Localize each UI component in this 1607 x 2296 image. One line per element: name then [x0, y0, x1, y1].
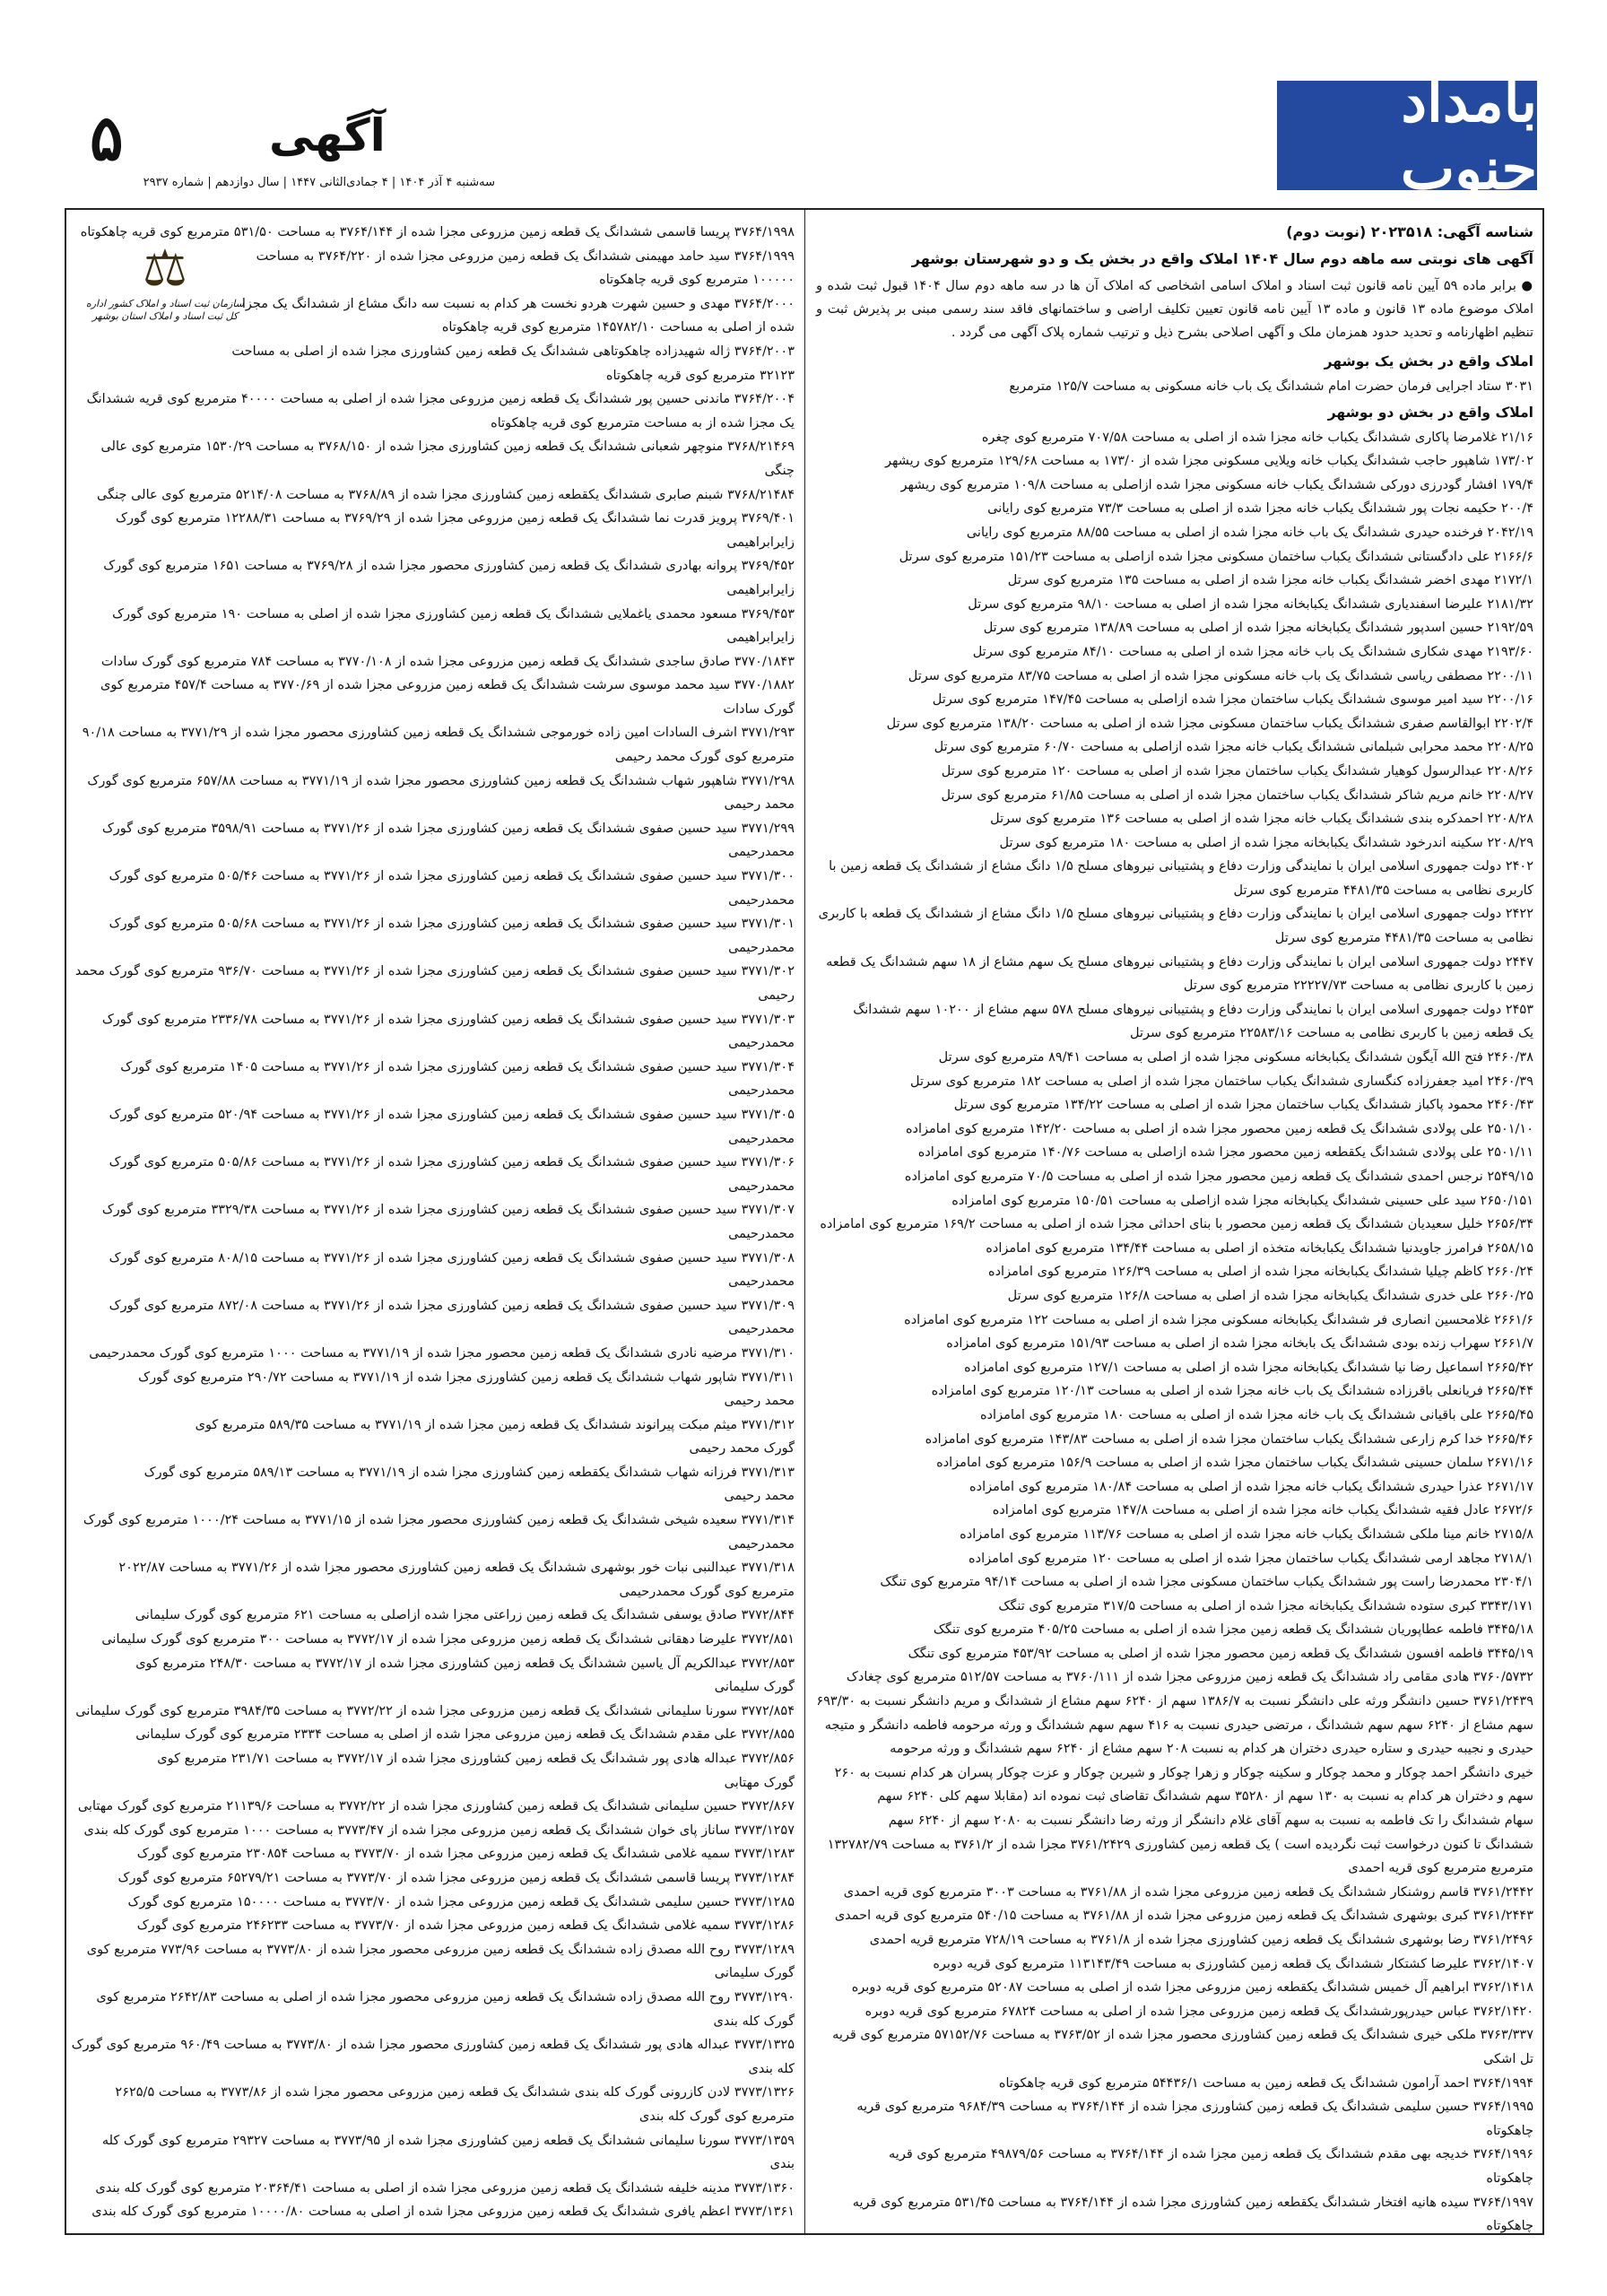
- list-item: تل اشکی: [1483, 2051, 1533, 2066]
- list-item: ۳۷۷۱/۳۱۸ عبدالنبی نبات خور بوشهری ششدانگ یک قطعه زمین کشاورزی محصور مجزا شده از ۳۷۷۱/۲۶ به مساحت ۲۰۲۲/۸۷: [118, 1561, 795, 1576]
- list-item: ۳۷۷۳/۱۳۶۰ مدینه خلیفه ششدانگ یک قطعه زمین مزروعی مجزا شده از اصلی به مساحت ۲۰۳۶۴/۴۱ مترمربع کوی گورک کله بندی: [95, 2180, 795, 2196]
- notice-id: شناسه آگهی: ۲۰۲۳۵۱۸ (نوبت دوم): [1286, 223, 1533, 240]
- list-item: ۲۱۸۱/۳۲ علیرضا اسفندیاری ششدانگ یکبابخانه مجزا شده از اصلی به مساحت ۹۸/۱۰ مترمربع کوی سرتل: [968, 596, 1533, 612]
- list-item: ۳۷۷۱/۳۰۹ سید حسین صفوی ششدانگ یک قطعه زمین کشاورزی مجزا شده از ۳۷۷۱/۲۶ به مساحت ۸۷۲/۰۸ مترمربع کوی گورک: [109, 1298, 795, 1313]
- list-item: ۲۶۶۰/۲۴ کاظم چیلیا ششدانگ یکبابخانه مجزا شده از اصلی به مساحت ۱۲۶/۳۹ مترمربع کوی امامزاده: [988, 1265, 1533, 1280]
- list-item: ۳۷۷۱/۳۱۲ میثم مبکت پیرانوند ششدانگ یک قطعه زمین مجزا شده از ۳۷۷۱/۱۹ به مساحت ۵۸۹/۳۵ مترمربع کوی: [195, 1417, 795, 1432]
- list-item: ۲۴۶۰/۴۳ محمود پاکباز ششدانگ یکباب ساختمان مجزا شده از اصلی به مساحت ۱۳۴/۲۲ مترمربع کوی سرتل: [953, 1098, 1533, 1113]
- list-item: ۳۷۷۲/۸۴۴ صادق یوسفی ششدانگ یک قطعه زمین زراعتی مجزا شده ازاصلی به مساحت ۶۲۱ مترمربع کوی گورک سلیمانی: [135, 1608, 795, 1623]
- list-item: ۲۲۰۸/۲۵ محمد محرابی شبلمانی ششدانگ یکباب خانه مجزا شده ازاصلی به مساحت ۶۰/۷۰ مترمربع کوی سرتل: [934, 740, 1533, 755]
- list-item: کله بندی: [748, 2061, 795, 2076]
- list-item: ۲۳۰۴/۱ محمدرضا راست پور ششدانگ یکباب ساختمان مسکونی مجزا شده از اصلی به مساحت ۹۴/۱۴ مترمربع کوی تنگک: [880, 1575, 1533, 1590]
- list-item: ۳۷۷۲/۸۵۶ عبداله هادی پور ششدانگ یک قطعه زمین کشاورزی مجزا شده از ۳۷۷۲/۱۷ به مساحت ۲۳۱/۷۱ مترمربع کوی: [157, 1752, 795, 1766]
- section2-heading: املاک واقع در بخش دو بوشهر: [1327, 404, 1533, 421]
- list-item: ۳۷۷۳/۱۳۶۱ اعظم یافری ششدانگ یک قطعه زمین مزروعی مجزا شده از اصلی به مساحت ۱۰۰۰۰/۸۰ مترمربع کوی گورک کله بندی: [91, 2205, 795, 2220]
- list-item: محمدرحیمی: [728, 1536, 795, 1552]
- list-item: ۲۰۴۲/۱۹ فرخنده حیدری ششدانگ یک باب خانه مجزا شده از اصلی به مساحت ۸۸/۵۵ مترمربع کوی رایانی: [966, 525, 1533, 540]
- list-item: ۲۰۰/۴ حکیمه نجات پور ششدانگ یکباب خانه مجزا شده از اصلی به مساحت ۷۳/۳ مترمربع کوی رایانی: [987, 501, 1533, 517]
- list-item: ۲۶۷۲/۶ عادل فقیه ششدانگ یکباب خانه مجزا شده از اصلی به مساحت ۱۴۷/۸ مترمربع کوی امامزاده: [992, 1503, 1533, 1518]
- list-item: نظامی به مساحت ۴۴۸۱/۳۵ مترمربع کوی سرتل: [1274, 931, 1533, 946]
- list-item: ۳۷۶۲/۱۴۱۸ ابراهیم آل خمیس ششدانگ یکقطعه زمین مزروعی مجزا شده از اصلی به مساحت ۵۲۰۸۷ مترمربع کوی قریه دوبره: [851, 1980, 1533, 1996]
- list-item: ۲۶۵۰/۱۵۱ سید علی حسینی ششدانگ یکبابخانه مجزا شده ازاصلی به مساحت ۱۵۰/۵۱ مترمربع کوی امامزاده: [951, 1193, 1533, 1208]
- list-item: ۳۷۶۹/۴۰۱ پرویز قدرت نما ششدانگ یک قطعه زمین مزروعی مجزا شده از ۳۷۶۹/۲۹ به مساحت ۱۲۲۸۸/۳۱ مترمربع کوی گورک: [115, 511, 795, 526]
- list-item: ۳۷۶۳/۳۳۷ ملکی خیری ششدانگ یک قطعه زمین کشاورزی محصور مجزا شده از ۳۷۶۳/۵۲ به مساحت ۵۷۱۵۲/۷۶ مترمربع کوی قریه: [832, 2028, 1533, 2043]
- list-item: خیری دانشگر احمد چوکار و محمد چوکار و سکینه چوکار و زهرا چوکار و شیرین چوکار و عزت چوکار پسران هر کدام نسبت به ۲۶۰: [834, 1765, 1533, 1780]
- list-item: ۳۷۶۴/۱۹۹۶ خدیجه بهی مقدم ششدانگ یک قطعه زمین مجزا شده از ۳۷۶۴/۱۴۴ به مساحت ۴۹۸۷۹/۵۶ مترمربع کوی قریه: [889, 2147, 1533, 2162]
- list-item: مترمربع کوی گورک کله بندی: [638, 2109, 795, 2124]
- list-item: ۳۷۶۱/۲۴۴۲ قاسم روشنکار ششدانگ یک قطعه زمین مزروعی مجزا شده از ۳۷۶۱/۸۸ به مساحت ۳۰۰۳ مترمربع کوی قریه احمدی: [843, 1884, 1533, 1900]
- list-item: ۲۲۰۰/۱۱ مصطفی ریاسی ششدانگ یک باب خانه مسکونی مجزا شده از اصلی به مساحت ۸۳/۷۵ مترمربع کوی سرتل: [908, 668, 1533, 683]
- list-item: ۲۴۰۲ دولت جمهوری اسلامی ایران با نمایندگی وزارت دفاع و پشتیبانی نیروهای مسلح ۱/۵ دانگ مشاع از ششدانگ یک قطعه زمین با: [829, 859, 1533, 874]
- list-item: چنگی: [764, 463, 795, 478]
- list-item: ۳۷۷۳/۱۳۲۵ عبداله هادی پور ششدانگ یک قطعه زمین کشاورزی محصور مجزا شده از ۳۷۷۳/۸۰ به مساحت ۹۶۰/۴۹ مترمربع کوی گورک: [71, 2038, 795, 2053]
- list-item: ۲۲۰۰/۱۶ سید امیر موسوی ششدانگ یکباب ساختمان مجزا شده ازاصلی به مساحت ۱۴۷/۴۵ مترمربع کوی سرتل: [932, 692, 1533, 708]
- list-item: ۳۷۶۴/۱۹۹۷ سیده هانیه افتخار ششدانگ یکقطعه زمین کشاورزی مجزا شده از ۳۷۶۴/۱۴۴ به مساحت ۵۳۱/۴۵ مترمربع کوی قریه: [852, 2195, 1533, 2210]
- list-item: ۲۶۷۱/۱۷ عذرا حیدری ششدانگ یکباب خانه مجزا شده از اصلی به مساحت ۱۸۰/۸۴ مترمربع کوی امامزاده: [969, 1479, 1533, 1494]
- list-item: ۳۷۷۳/۱۳۵۹ سورنا سلیمانی ششدانگ یک قطعه زمین کشاورزی مجزا شده از ۳۷۷۳/۹۵ به مساحت ۲۹۳۲۷ مترمربع کوی گورک کله: [101, 2133, 795, 2148]
- list-item: ۳۷۷۱/۳۰۵ سید حسین صفوی ششدانگ یک قطعه زمین کشاورزی مجزا شده از ۳۷۷۱/۲۶ به مساحت ۵۲۰/۹۴ مترمربع کوی گورک: [109, 1107, 795, 1122]
- list-item: ۲۷۱۸/۱ مجاهد ارمی ششدانگ یکباب ساختمان مجزا شده از اصلی به مساحت ۱۲۰ مترمربع کوی امامزاده: [969, 1551, 1533, 1566]
- list-item: ۳۷۷۱/۳۰۸ سید حسین صفوی ششدانگ یک قطعه زمین کشاورزی مجزا شده از ۳۷۷۱/۲۶ به مساحت ۸۰۸/۱۵ مترمربع کوی گورک: [109, 1250, 795, 1265]
- list-item: ۳۷۷۳/۱۲۸۵ حسین سلیمی ششدانگ یک قطعه زمین مزروعی مجزا شده از ۳۷۷۳/۷۰ به مساحت ۱۵۰۰۰۰ مترمربع کوی گورک: [127, 1894, 795, 1909]
- registry-logo-text: سازمان ثبت اسناد و املاک کشور اداره کل ثبت اسناد و املاک استان بوشهر: [85, 298, 244, 322]
- list-item: زمین با کاربری نظامی به مساحت ۲۲۲۲۷/۷۳ مترمربع کوی سرتل: [1183, 978, 1533, 994]
- list-item: ۳۴۴۵/۱۸ فاطمه عطاپوریان ششدانگ یک قطعه زمین مجزا شده از اصلی به مساحت ۴۰۵/۲۵ مترمربع کوی تنگک: [933, 1622, 1533, 1638]
- list-item: ۳۷۶۱/۲۴۴۳ کبری بوشهری ششدانگ یک قطعه زمین مزروعی مجزا شده از ۳۷۶۱/۸۸ به مساحت ۵۴۰/۱۵ مترمربع کوی قریه احمدی: [834, 1909, 1533, 1924]
- list-item: ۲۴۶۰/۳۸ فتح الله آیگون ششدانگ یکبابخانه مسکونی مجزا شده از اصلی به مساحت ۸۹/۴۱ مترمربع کوی سرتل: [938, 1050, 1533, 1065]
- list-item: ۳۷۷۱/۳۰۱ سید حسین صفوی ششدانگ یک قطعه زمین کشاورزی مجزا شده از ۳۷۷۱/۲۶ به مساحت ۵۰۵/۶۸ مترمربع کوی گورک: [109, 917, 795, 932]
- list-item: ۳۷۶۴/۱۹۹۹ سید حامد مهیمنی ششدانگ یک قطعه زمین مزروعی مجزا شده از ۳۷۶۴/۲۲۰ به مساحت: [256, 248, 795, 264]
- list-item: ۳۷۷۲/۸۵۵ علی مقدم ششدانگ یک قطعه زمین مزروعی مجزا شده از اصلی به مساحت ۲۳۳۴ مترمربع کوی گورک سلیمانی: [135, 1727, 795, 1743]
- list-item: ۲۶۶۵/۴۲ اسماعیل رضا نیا ششدانگ یکبابخانه مجزا شده از اصلی به مساحت ۱۲۷/۱ مترمربع کوی امامزاده: [964, 1360, 1533, 1375]
- list-item: ششدانگ تا کنون درخواست ثبت نگردیده است ) یک قطعه زمین کشاورزی ۳۷۶۱/۲۴۲۹ مجزا شده از ۳۷۶۱/۲ به مساحت ۱۳۲۷۸۲/۷۹: [827, 1837, 1533, 1852]
- list-item: ۳۷۶۹/۴۵۳ مسعود محمدی یاغملایی ششدانگ یک قطعه زمین کشاورزی مجزا شده از اصلی به مساحت ۱۹۰ مترمربع کوی گورک: [112, 606, 795, 622]
- list-item: ۳۷۶۱/۲۴۳۹ حسین دانشگر ورثه علی دانشگر نسبت به ۱۳۸۶/۷ سهم از ۶۲۴۰ سهم مشاع از ششدانگ و مریم دانشگر نسبت به ۶۹۳/۳۰: [816, 1694, 1533, 1709]
- list-item: محمد رحیمی: [724, 1394, 795, 1409]
- list-item: ۳۴۴۵/۱۹ فاطمه افسون ششدانگ یک قطعه زمین محصور مجزا شده از اصلی به مساحت ۴۵۳/۹۲ مترمربع کوی تنگک: [908, 1646, 1533, 1661]
- page-number: ۵: [90, 100, 124, 175]
- list-item: ۳۳۴۳/۱۷۱ کبری ستوده ششدانگ یکبابخانه مجزا شده از اصلی به مساحت ۳۱۷/۵ مترمربع کوی تنگک: [998, 1598, 1533, 1613]
- list-item: شده از اصلی به مساحت ۱۴۵۷۸۲/۱۰ مترمربع کوی قریه چاهکوتاه: [441, 320, 795, 335]
- list-item: زایرابراهیمی: [726, 535, 795, 550]
- list-item: رحیمی: [758, 988, 795, 1003]
- list-item: یک قطعه زمین با کاربری نظامی به مساحت ۲۲۵۸۳/۱۶ مترمربع کوی سرتل: [1130, 1026, 1533, 1041]
- list-item: ۲۵۴۹/۱۵ نرجس احمدی ششدانگ یک قطعه زمین محصور مجزا شده از اصلی به مساحت ۷۰/۵ مترمربع کوی امامزاده: [904, 1170, 1533, 1184]
- list-item: محمدرحیمی: [728, 845, 795, 860]
- list-item: ۳۷۷۰/۱۸۴۳ صادق ساجدی ششدانگ یک قطعه زمین مزروعی مجزا شده از ۳۷۷۰/۱۰۸ به مساحت ۷۸۴ مترمربع کوی گورک سادات: [100, 654, 795, 669]
- list-item: ۲۶۶۵/۴۶ خدا کرم زارعی ششدانگ یکباب ساختمان مجزا شده از اصلی به مساحت ۱۴۳/۸۳ مترمربع کوی امامزاده: [925, 1431, 1533, 1447]
- list-item: یک مجزا شده از به مساحت مترمربع کوی قریه چاهکوتاه: [491, 415, 795, 430]
- list-item: ۲۲۰۸/۲۶ عبدالرسول کوهیار ششدانگ یکباب ساختمان مجزا شده از اصلی به مساحت ۱۲۰ مترمربع کوی سرتل: [941, 763, 1533, 778]
- list-item: محمدرحیمی: [728, 1322, 795, 1337]
- list-item: ۲۲۰۲/۴ ابوالقاسم صفری ششدانگ یکباب ساختمان مسکونی مجزا شده از اصلی به مساحت ۱۳۸/۲۰ مترمربع کوی سرتل: [886, 716, 1533, 731]
- left-column: [71, 221, 795, 2226]
- list-item: ۳۷۶۴/۲۰۰۴ ماندنی حسین پور ششدانگ یک قطعه زمین مزروعی مجزا شده از اصلی به مساحت ۴۰۰۰۰ مترمربع کوی قریه ششدانگ: [86, 392, 795, 407]
- list-item: ۳۷۷۲/۸۶۷ حسین سلیمانی ششدانگ یک قطعه زمین کشاورزی مجزا شده از ۳۷۷۲/۲۲ به مساحت ۲۱۱۳۹/۶ مترمربع کوی گورک مهتابی: [77, 1799, 795, 1814]
- list-item: ۱۷۳/۰۲ شاهپور حاجب ششدانگ یکباب خانه ویلایی مسکونی مجزا شده از ۱۷۳/۰ به مساحت ۱۲۹/۶۸ مترمربع کوی ریشهر: [884, 454, 1533, 469]
- list-item: گورک سادات: [723, 701, 795, 717]
- list-item: ۲۱/۱۶ غلامرضا پاکاری ششدانگ یکباب خانه مجزا شده از اصلی به مساحت ۷۰۷/۵۸ مترمربع کوی چغره: [981, 430, 1533, 445]
- list-item: گورک محمد رحیمی: [689, 1441, 795, 1457]
- list-item: گورک سلیمانی: [714, 1680, 795, 1695]
- list-item: چاهکوتاه: [1486, 2219, 1533, 2234]
- list-item: محمدرحیمی: [728, 1178, 795, 1194]
- list-item: ۲۶۶۱/۷ سهراب زنده بودی ششدانگ یک بابخانه مجزا شده از اصلی به مساحت ۱۵۱/۹۳ مترمربع کوی امامزاده: [946, 1336, 1533, 1352]
- list-item: محمدرحیمی: [728, 1036, 795, 1051]
- list-item: زایرابراهیمی: [726, 631, 795, 646]
- list-item: زایرابراهیمی: [726, 582, 795, 597]
- list-item: ۳۷۷۱/۳۰۴ سید حسین صفوی ششدانگ یک قطعه زمین کشاورزی مجزا شده از ۳۷۷۱/۲۶ به مساحت ۱۴۰۵ مترمربع کوی گورک: [120, 1059, 795, 1074]
- list-item: ۳۷۷۳/۱۲۸۳ سمیه غلامی ششدانگ یک قطعه زمین مزروعی مجزا شده از ۳۷۷۳/۷۰ به مساحت ۲۳۰۸۵۴ مترمربع کوی گورک: [136, 1847, 795, 1862]
- list-item: محمدرحیمی: [728, 1131, 795, 1146]
- list-item: ۳۷۷۱/۳۰۷ سید حسین صفوی ششدانگ یک قطعه زمین کشاورزی مجزا شده از ۳۷۷۱/۲۶ به مساحت ۳۳۲۹/۳۸ مترمربع کوی گورک: [101, 1203, 795, 1218]
- list-item: ۳۷۷۰/۱۸۸۲ سید محمد موسوی سرشت ششدانگ یک قطعه زمین مزروعی مجزا شده از ۳۷۷۰/۶۹ به مساحت ۴۵۷/۴ مترمربع کوی: [100, 678, 795, 693]
- list-item: چاهکوتاه: [1486, 2123, 1533, 2138]
- list-item: محمدرحیمی: [728, 1083, 795, 1099]
- list-item: ۲۵۰۱/۱۱ علی پولادی ششدانگ یکقطعه زمین محصور مجزا شده ازاصلی به مساحت ۱۴۰/۷۶ مترمربع کوی امامزاده: [917, 1145, 1533, 1161]
- list-item: سهم مشاع از ۶۲۴۰ سهم سهم ششدانگ ، مرتضی حیدری نسبت به ۴۱۶ سهم سهم ششدانگ و ورثه مرحومه فاطمه دانشگر و متیجه: [824, 1718, 1533, 1733]
- list-item: ۳۷۷۱/۳۱۱ شاپور شهاب ششدانگ یک قطعه زمین کشاورزی مجزا شده از ۳۷۷۱/۱۹ به مساحت ۲۹۰/۷۲ مترمربع کوی گورک: [138, 1370, 795, 1385]
- list-item: گورک کله بندی: [713, 2013, 795, 2029]
- list-item: ۲۲۰۸/۲۸ احمدکره بندی ششدانگ یکباب خانه مجزا شده از اصلی به مساحت ۱۳۶ مترمربع کوی سرتل: [990, 812, 1533, 827]
- list-item: ۳۷۶۴/۲۰۰۰ مهدی و حسین شهرت هردو نخست هر کدام به نسبت سه دانگ مشاع از ششدانگ یک مجزا: [241, 296, 795, 311]
- list-item: محمد رحیمی: [724, 797, 795, 813]
- list-item: ۳۷۷۳/۱۳۲۶ لادن کازرونی گورک کله بندی ششدانگ یک قطعه زمین مزروعی محصور مجزا شده از ۳۷۷۳/۸۶ به مساحت ۲۶۲۵/۵: [115, 2085, 795, 2100]
- list-item: ۱۷۹/۴ افشار گودرزی دورکی ششدانگ یکباب خانه مسکونی مجزا شده ازاصلی به مساحت ۱۰۹/۸ مترمربع کوی ریشهر: [900, 477, 1533, 492]
- list-item: ۳۷۷۱/۳۱۳ فرزانه شهاب ششدانگ یکقطعه زمین کشاورزی مجزا شده از ۳۷۷۱/۱۹ به مساحت ۵۸۹/۱۳ مترمربع کوی گورک: [143, 1465, 795, 1480]
- list-item: ۳۷۷۳/۱۲۸۴ پریسا قاسمی ششدانگ یک قطعه زمین مزروعی مجزا شده از ۳۷۷۳/۷۰ به مساحت ۶۵۲۷۹/۲۱ مترمربع کوی گورک: [117, 1870, 795, 1885]
- list-item: چاهکوتاه: [1486, 2170, 1533, 2186]
- list-item: ۳۷۷۳/۱۲۵۷ ساناز پای خوان ششدانگ یک قطعه زمین مزروعی مجزا شده از ۳۷۷۳/۴۷ به مساحت ۱۰۰۰ مترمربع کوی گورک کله بندی: [83, 1822, 795, 1838]
- list-item: کاربری نظامی به مساحت ۴۴۸۱/۳۵ مترمربع کوی سرتل: [1233, 883, 1533, 898]
- date-hijri: | ۴ جمادی‌الثانی ۱۴۴۷: [291, 176, 395, 189]
- right-column: [816, 221, 1534, 2234]
- list-item: محمدرحیمی: [728, 1226, 795, 1241]
- list-item: ۳۷۶۲/۱۴۰۷ علیرضا کشتکار ششدانگ یک قطعه زمین کشاورزی به مساحت ۱۱۳۱۴۳/۴۹ مترمربع کوی قریه دوبره: [933, 1956, 1533, 1971]
- list-item: ۳۰۳۱ ستاد اجرایی فرمان حضرت امام ششدانگ یک باب خانه مسکونی به مساحت ۱۲۵/۷ مترمربع: [1009, 379, 1533, 394]
- list-item: سهم و دختران هر کدام به نسبت به ۱۳۰ سهم از ۳۵۲۸۰ سهم ششدانگ تقاضای ثبت نموده اند (مقابلا سهم کلی ۶۲۴۰ سهم: [877, 1789, 1533, 1805]
- list-item: ۳۷۶۸/۲۱۴۶۹ منوچهر شعبانی ششدانگ یک قطعه زمین کشاورزی مجزا شده از ۳۷۶۸/۱۵۰ به مساحت ۱۵۳۰/۲۹ مترمربع کوی عالی: [100, 439, 795, 455]
- list-item: ۲۱۷۲/۱ مهدی اخضر ششدانگ یکباب خانه مجزا شده از اصلی به مساحت ۱۳۵ مترمربع کوی سرتل: [1007, 573, 1533, 588]
- list-item: گورک سلیمانی: [714, 1966, 795, 1981]
- list-item: ۳۷۶۲/۱۴۲۰ عباس حیدرپورششدانگ یک قطعه زمین مزروعی مجزا شده از اصلی به مساحت ۶۷۸۲۴ مترمربع کوی قریه دوبره: [864, 2004, 1533, 2019]
- list-item: ۳۲۱۲۳ مترمربع کوی قریه چاهکوتاه: [605, 368, 795, 383]
- list-item: ۳۷۷۲/۸۵۱ علیرضا دهقانی ششدانگ یک قطعه زمین مزروعی مجزا شده از ۳۷۷۲/۱۷ به مساحت ۳۰۰ مترمربع کوی گورک سلیمانی: [101, 1632, 795, 1648]
- list-item: ۳۷۷۱/۳۰۰ سید حسین صفوی ششدانگ یک قطعه زمین کشاورزی مجزا شده از ۳۷۷۱/۲۶ به مساحت ۵۰۵/۴۶ مترمربع کوی گورک: [109, 869, 795, 884]
- list-item: ۳۷۷۱/۳۰۳ سید حسین صفوی ششدانگ یک قطعه زمین کشاورزی مجزا شده از ۳۷۷۱/۲۶ به مساحت ۲۳۳۶/۷۸ مترمربع کوی گورک: [101, 1012, 795, 1027]
- list-item: ۳۷۶۰/۵۷۳۲ هادی مقامی راد ششدانگ یک قطعه زمین مزروعی مجزا شده از ۳۷۶۰/۱۱۱ به مساحت ۵۱۲/۵۷ مترمربع کوی چغادک: [846, 1670, 1533, 1685]
- list-item: ۳۷۷۳/۱۲۸۶ سمیه غلامی ششدانگ یک قطعه زمین مزروعی مجزا شده از ۳۷۷۳/۷۰ به مساحت ۲۴۶۲۳۳ مترمربع کوی گورک: [136, 1918, 795, 1934]
- list-item: ۲۴۵۳ دولت جمهوری اسلامی ایران با نمایندگی وزارت دفاع و پشتیبانی نیروهای مسلح ۵۷۸ سهم مشاع از ۱۰۲۰۰ سهم ششدانگ: [853, 1002, 1533, 1017]
- list-item: محمدرحیمی: [728, 940, 795, 955]
- masthead-logo: [1277, 68, 1537, 203]
- list-item: مترمربع مترمربع کوی قریه احمدی: [1348, 1861, 1533, 1876]
- list-item: محمد رحیمی: [724, 1489, 795, 1504]
- list-item: ۲۶۶۱/۶ غلامحسین انصاری فر ششدانگ یکبابخانه مسکونی مجزا شده از اصلی به مساحت ۱۲۲ مترمربع کوی امامزاده: [904, 1312, 1533, 1327]
- list-item: ۳۷۶۴/۱۹۹۵ حسین سلیمی ششدانگ یک قطعه زمین کشاورزی مجزا شده از ۳۷۶۴/۱۴۴ به مساحت ۹۶۸۴/۳۹ مترمربع کوی قریه: [856, 2100, 1533, 2115]
- list-item: بندی: [769, 2157, 795, 2172]
- list-item: ۲۴۶۰/۳۹ امید جعفرزاده کنگساری ششدانگ یکباب ساختمان مجزا شده از اصلی به مساحت ۱۸۲ مترمربع کوی سرتل: [910, 1074, 1533, 1089]
- list-item: ۱۰۰۰۰۰ مترمربع کوی قریه چاهکوتاه: [599, 273, 795, 288]
- list-item: ۳۷۷۳/۱۲۹۰ روح الله مصدق زاده ششدانگ یک قطعه زمین مزروعی محصور مجزا شده از اصلی به مساحت ۲۶۴۲/۸۳ مترمربع کوی: [96, 1989, 795, 2005]
- list-item: ۲۶۶۰/۲۵ علی خدری ششدانگ یکبابخانه مجزا شده از اصلی به مساحت ۱۲۶/۸ مترمربع کوی سرتل: [1007, 1288, 1533, 1303]
- list-item: مترمربع کوی گورک محمد رحیمی: [614, 750, 795, 765]
- list-item: سهام ششدانگ را تک فاطمه به نسبت به سهم آقای غلام دانشگر از ورثه رضا دانشگر نسبت به ۲۰۸۰ سهم از ۶۲۴۰ سهم: [888, 1813, 1533, 1829]
- volume-year: | سال دوازدهم: [215, 176, 287, 189]
- date-weekday: سه‌شنبه ۴ آذر ۱۴۰۴: [399, 176, 495, 189]
- notice-intro: ● برابر ماده ۵۹ آیین نامه قانون ثبت اسناد و املاک اسامی اشخاصی که املاک آن ها در سه ماهه دوم سال ۱۴۰۴ قبول ثبت شده و املاک موضوع ماده ۱۳ قانون و ماده ۱۳ آیین نامه قانون تعیین تکلیف اراضی و ساختمانهای فاقد سند رسمی مبنی بر پذیرش ثبت و تنظیم اظهارنامه و تحدید حدود همزمان ملک و آگهی اصلاحی بشرح ذیل و ترتیب شماره پلاک آگهی می گردد .: [816, 279, 1534, 340]
- list-item: ۳۷۷۱/۳۰۲ سید حسین صفوی ششدانگ یک قطعه زمین کشاورزی مجزا شده از ۳۷۷۱/۲۶ به مساحت ۹۳۶/۷۰ مترمربع کوی گورک محمد: [74, 964, 795, 979]
- list-item: ۳۷۶۴/۱۹۹۸ پریسا قاسمی ششدانگ یک قطعه زمین مزروعی مجزا شده از ۳۷۶۴/۱۴۴ به مساحت ۵۳۱/۵۰ مترمربع کوی قریه چاهکوتاه: [80, 225, 795, 239]
- list-item: ۳۷۷۱/۲۹۳ اشرف السادات امین زاده خورموجی ششدانگ یک قطعه زمین کشاورزی محصور مجزا شده از ۳۷۷۱/۲۹ به مساحت ۹۰/۱۸: [82, 726, 795, 741]
- list-item: ۲۶۵۸/۱۵ فرامرز جاویدنیا ششدانگ یکبابخانه متخذه از اصلی به مساحت ۱۳۴/۴۴ مترمربع کوی امامزاده: [986, 1240, 1533, 1256]
- list-item: محمدرحیمی: [728, 892, 795, 908]
- list-item: ۲۵۰۱/۱۰ علی پولادی ششدانگ یک قطعه زمین محصور مجزا شده از اصلی به مساحت ۱۴۲/۲۰ مترمربع کوی امامزاده: [905, 1121, 1533, 1136]
- list-item: ۳۷۷۲/۸۵۴ سورنا سلیمانی ششدانگ یک قطعه زمین مزروعی مجزا شده از ۳۷۷۲/۲۲ به مساحت ۳۹۸۴/۳۵ مترمربع کوی گورک سلیمانی: [75, 1703, 795, 1718]
- scales-of-justice-icon: ⚖: [142, 239, 188, 298]
- list-item: ۳۷۶۹/۴۵۲ پروانه بهادری ششدانگ یک قطعه زمین کشاورزی محصور مجزا شده از ۳۷۶۹/۲۸ به مساحت ۱۶۵۱ مترمربع کوی گورک: [103, 559, 795, 574]
- list-item: ۲۱۹۲/۵۹ حسین اسدپور ششدانگ یکبابخانه مجزا شده از اصلی به مساحت ۱۳۸/۸۹ مترمربع کوی سرتل: [983, 621, 1533, 636]
- notice-subtitle: آگهی های نوبتی سه ماهه دوم سال ۱۴۰۴ املاک واقع در بخش یک و دو شهرستان بوشهر: [911, 250, 1533, 267]
- list-item: ۳۷۷۱/۳۰۶ سید حسین صفوی ششدانگ یک قطعه زمین کشاورزی مجزا شده از ۳۷۷۱/۲۶ به مساحت ۵۰۵/۸۶ مترمربع کوی گورک: [109, 1155, 795, 1170]
- right-entry-list: [816, 426, 1533, 2239]
- list-item: گورک مهتابی: [724, 1775, 795, 1790]
- list-item: ۳۷۷۳/۱۲۸۹ روح الله مصدق زاده ششدانگ یک قطعه زمین مزروعی محصور مجزا شده از ۳۷۷۳/۸۰ به مساحت ۷۷۳/۹۶ مترمربع کوی: [86, 1942, 795, 1957]
- left-entry-list: [71, 221, 795, 2224]
- list-item: ۲۲۰۸/۲۹ سکینه اندرخود ششدانگ یکبابخانه مجزا شده از اصلی به مساحت ۱۸۰ مترمربع کوی سرتل: [999, 835, 1533, 850]
- date-strip: [65, 176, 495, 189]
- list-item: ۲۷۱۵/۸ خانم مینا ملکی ششدانگ یکباب خانه مجزا شده از اصلی به مساحت ۱۱۳/۷۶ مترمربع کوی امامزاده: [960, 1526, 1533, 1542]
- section1-heading: املاک واقع در بخش یک بوشهر: [1324, 353, 1533, 370]
- list-item: ۲۴۴۷ دولت جمهوری اسلامی ایران با نمایندگی وزارت دفاع و پشتیبانی نیروهای مسلح یک سهم مشاع از ۱۸ سهم ششدانگ یک قطعه: [826, 954, 1533, 970]
- issue-number: | شماره ۲۹۳۷: [143, 176, 212, 189]
- list-item: ۳۷۶۸/۲۱۴۸۴ شبنم صابری ششدانگ یکقطعه زمین کشاورزی مجزا شده از ۳۷۶۸/۸۹ به مساحت ۵۲۱۴/۰۸ مترمربع کوی عالی چنگی: [97, 487, 795, 502]
- list-item: ۲۱۶۶/۶ علی دادگستانی ششدانگ یکباب ساختمان مسکونی مجزا شده ازاصلی به مساحت ۱۵۱/۲۳ مترمربع کوی سرتل: [899, 549, 1533, 564]
- list-item: مترمربع کوی گورک محمدرحیمی: [619, 1584, 795, 1599]
- list-item: ۲۲۰۸/۲۷ خانم مریم شاکر ششدانگ یکباب ساختمان مجزا شده از اصلی به مساحت ۶۱/۸۵ مترمربع کوی سرتل: [941, 787, 1533, 803]
- list-item: ۳۷۶۱/۲۴۹۶ رضا بوشهری ششدانگ یک قطعه زمین کشاورزی مجزا شده از ۳۷۶۱/۸ به مساحت ۷۲۸/۱۹ مترمربع قریه احمدی: [869, 1933, 1533, 1947]
- masthead-logo-text: بامداد جنوب: [1400, 68, 1537, 203]
- list-item: ۳۷۶۴/۲۰۰۳ ژاله شهیدزاده چاهکوتاهی ششدانگ یک قطعه زمین کشاورزی مجزا شده از اصلی به مساحت: [231, 344, 795, 359]
- list-item: حیدری و نجیبه حیدری و ستاره حیدری دختران هر کدام به نسبت ۲۰۸ سهم مشاع از ۶۲۴۰ سهم ششدانگ و ورثه مرحومه: [890, 1742, 1533, 1757]
- section-title: آگهی: [269, 109, 386, 161]
- list-item: محمدرحیمی: [728, 1274, 795, 1290]
- list-item: ۳۷۷۱/۲۹۸ شاهپور شهاب ششدانگ یک قطعه زمین کشاورزی محصور مجزا شده از ۳۷۷۱/۱۹ به مساحت ۶۵۷/۸۸ مترمربع کوی گورک: [87, 773, 795, 788]
- list-item: ۲۱۹۳/۶۰ مهدی شکاری ششدانگ یک باب خانه مجزا شده از اصلی به مساحت ۸۴/۱۰ مترمربع کوی سرتل: [972, 644, 1533, 659]
- list-item: ۳۷۷۲/۸۵۳ عبدالکریم آل یاسین ششدانگ یک قطعه زمین کشاورزی مجزا شده از ۳۷۷۲/۱۷ به مساحت ۲۴۸/۳۰ مترمربع کوی: [135, 1656, 795, 1671]
- list-item: ۲۶۶۵/۴۵ علی باقیانی ششدانگ یک باب خانه مجزا شده از اصلی به مساحت ۱۸۰ مترمربع کوی امامزاده: [979, 1407, 1533, 1422]
- list-item: ۳۷۷۱/۳۱۴ سعیده شیخی ششدانگ یک قطعه زمین کشاورزی محصور مجزا شده از ۳۷۷۱/۱۵ به مساحت ۱۰۰۰/۲۴ مترمربع کوی گورک: [83, 1513, 795, 1528]
- list-item: ۳۷۶۴/۱۹۹۴ احمد آرامون ششدانگ یک قطعه زمین به مساحت ۵۴۴۳۶/۱ مترمربع کوی قریه چاهکوتاه: [998, 2075, 1533, 2091]
- list-item: ۲۴۲۲ دولت جمهوری اسلامی ایران با نمایندگی وزارت دفاع و پشتیبانی نیروهای مسلح ۱/۵ دانگ مشاع از ششدانگ یک قطعه با کاربری: [818, 907, 1533, 922]
- list-item: ۲۶۷۱/۱۶ سلمان حسینی ششدانگ یکباب ساختمان مجزا شده از اصلی به مساحت ۱۵۶/۹ مترمربع کوی امامزاده: [936, 1456, 1533, 1471]
- column-divider: [804, 208, 805, 2235]
- list-item: ۲۶۵۶/۳۴ خلیل سعیدیان ششدانگ یک قطعه زمین محصور با بنای احداثی مجزا شده از اصلی به مساحت ۱۶۹/۲ مترمربع کوی امامزاده: [820, 1217, 1533, 1232]
- list-item: ۲۶۶۵/۴۴ فریانعلی باقرزاده ششدانگ یک باب خانه مجزا شده از اصلی به مساحت ۱۲۰/۱۳ مترمربع کوی امامزاده: [931, 1384, 1533, 1399]
- list-item: ۳۷۷۱/۲۹۹ سید حسین صفوی ششدانگ یک قطعه زمین کشاورزی مجزا شده از ۳۷۷۱/۲۶ به مساحت ۳۵۹۸/۹۱ مترمربع کوی گورک: [101, 821, 795, 836]
- list-item: ۳۷۷۱/۳۱۰ مرضیه نادری ششدانگ یک قطعه زمین محصور مجزا شده از ۳۷۷۱/۱۹ به مساحت ۱۰۰۰ مترمربع کوی گورک محمدرحیمی: [89, 1345, 795, 1361]
